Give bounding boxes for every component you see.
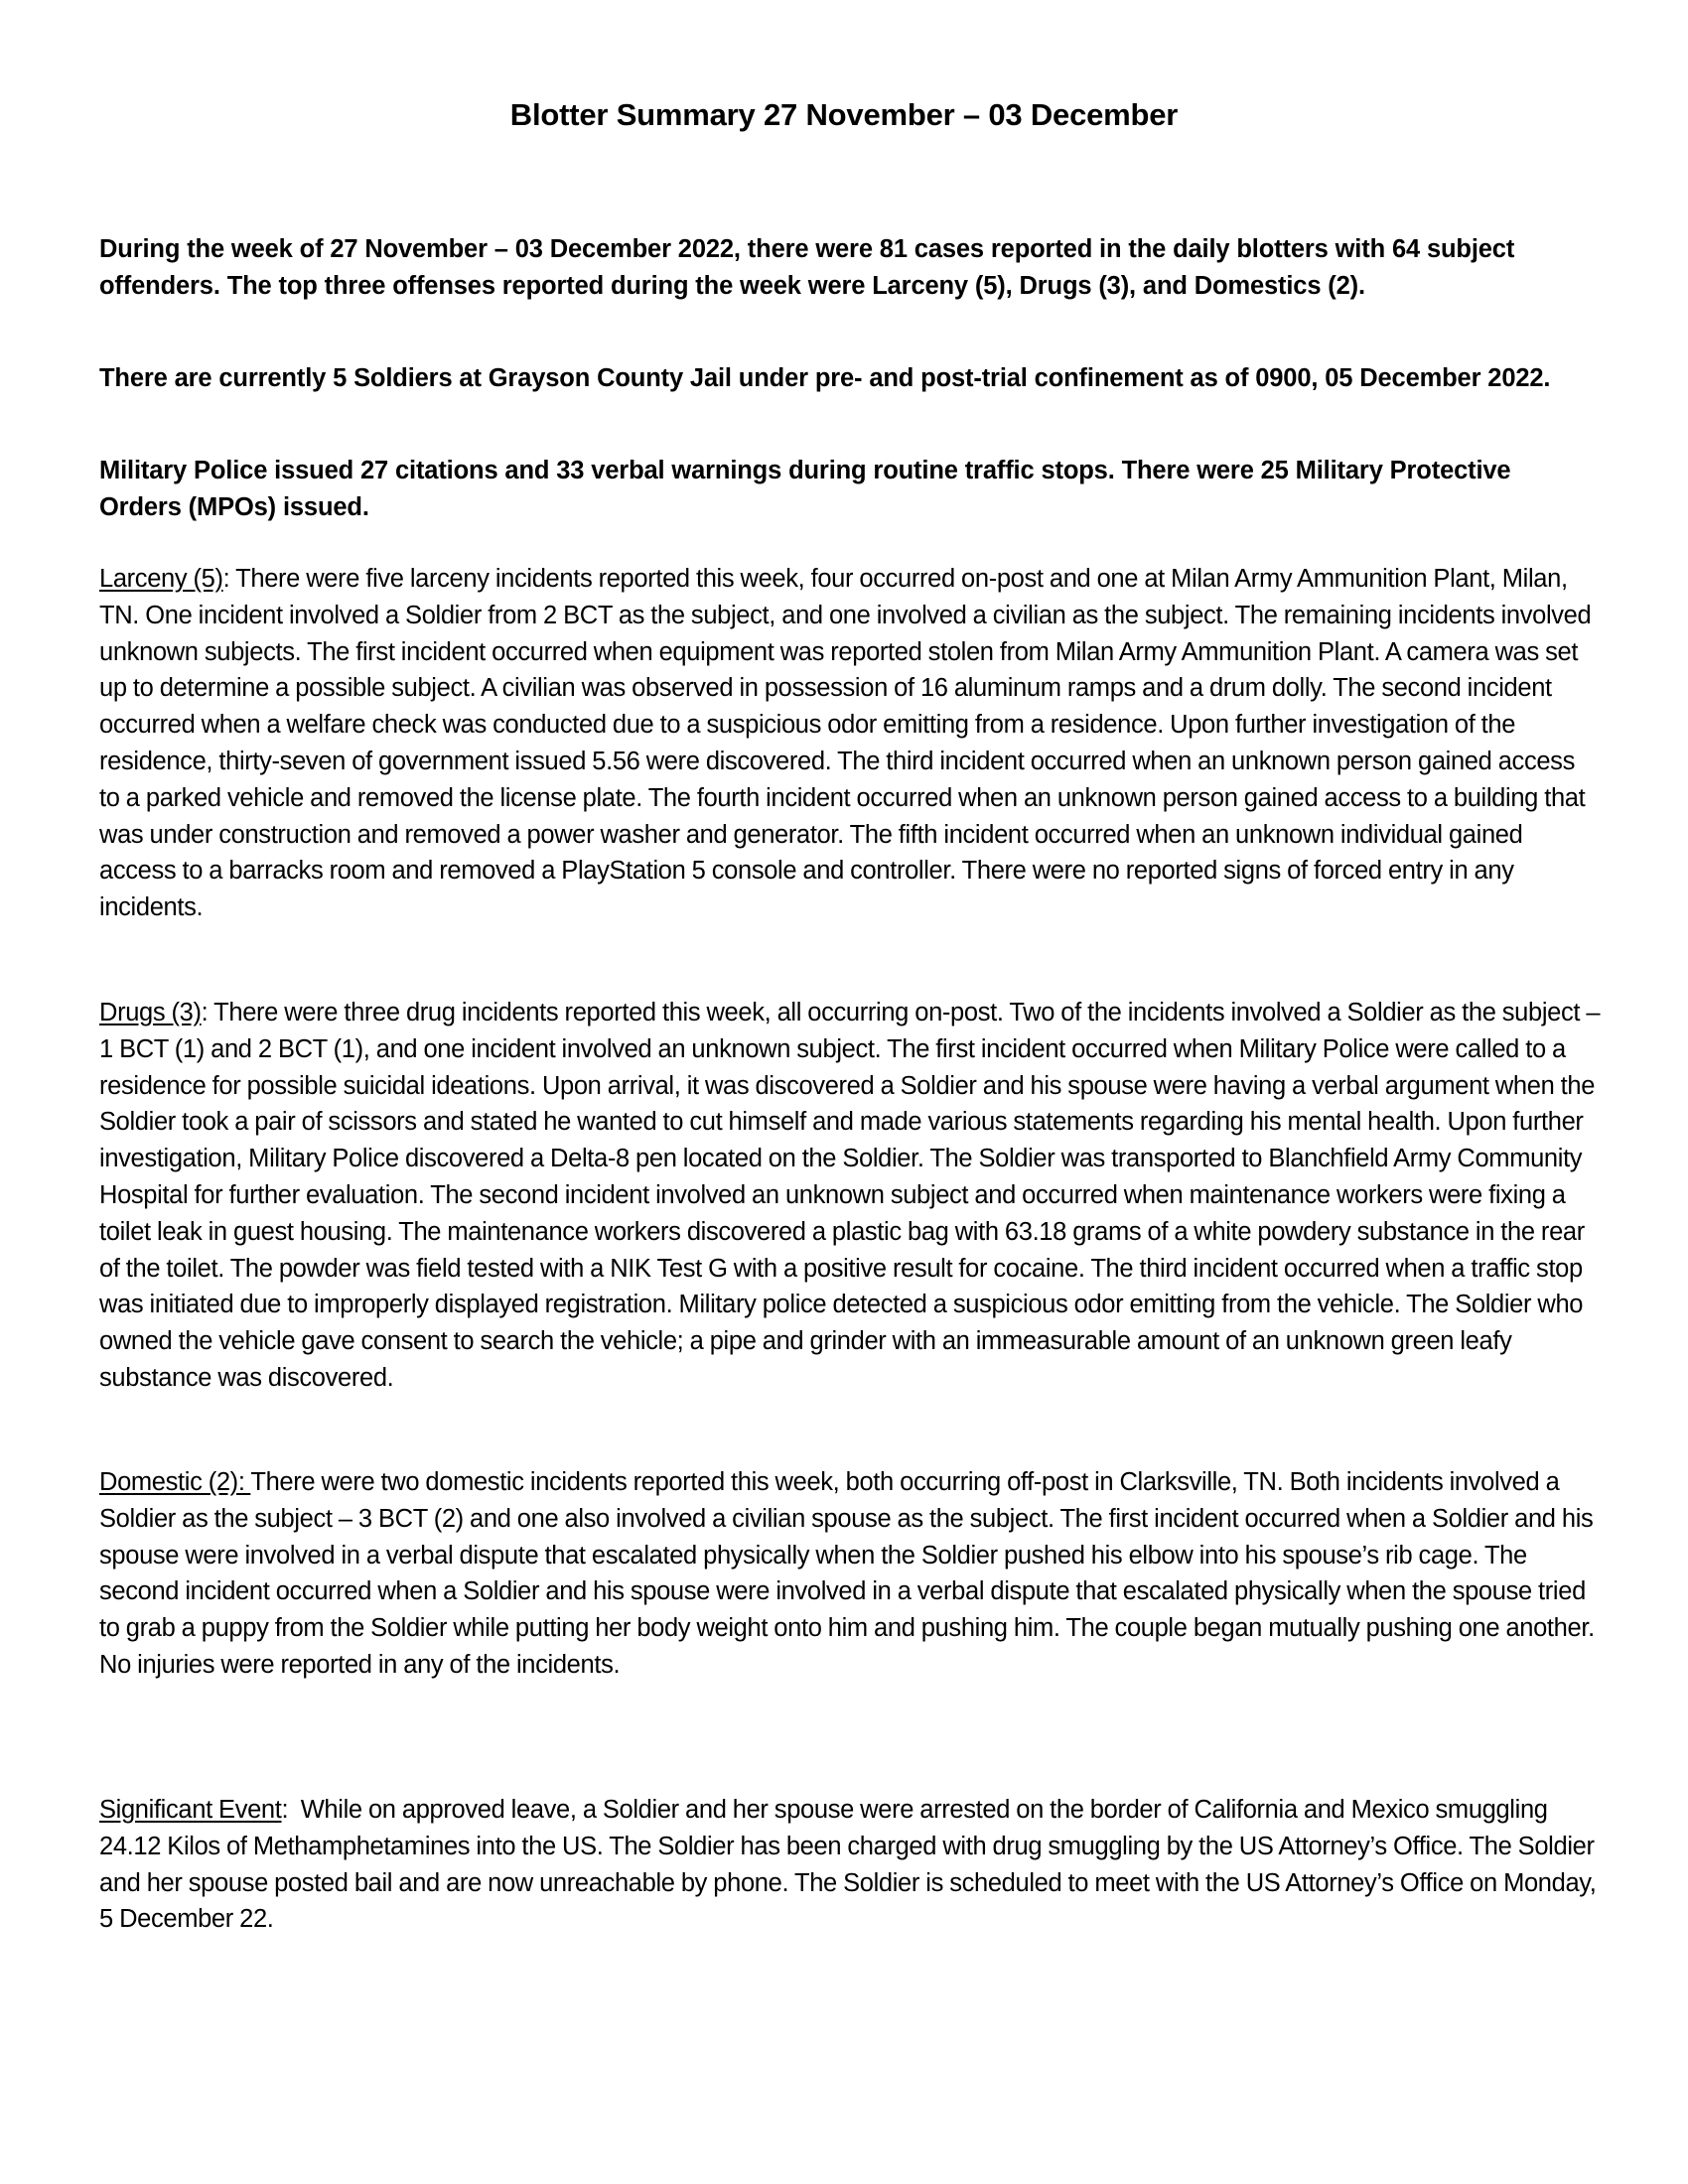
section-domestic [99, 1464, 1601, 1684]
section-body-domestic: There were two domestic incidents reported this week, both occurring off-post in Clarksville, TN. Both incidents involved a Soldier as the subject – 3 BCT (2) and one also involved a civilian spouse as the subject. The first incident occurred when a Soldier and his spouse were involved in a verbal dispute that escalated physically when the Soldier pushed his elbow into his spouse’s rib cage. The second incident occurred when a Soldier and his spouse were involved in a verbal dispute that escalated physically when the spouse tried to grab a puppy from the Soldier while putting her body weight onto him and pushing him. The couple began mutually pushing one another. No injuries were reported in any of the incidents. [99, 1468, 1595, 1679]
section-heading-domestic: Domestic (2): [99, 1468, 251, 1496]
section-drugs [99, 995, 1601, 1397]
section-heading-significant-event: Significant Event [99, 1796, 282, 1824]
section-body-drugs: There were three drug incidents reported this week, all occurring on-post. Two of the incidents involved a Soldier as the subject – 1 BCT (1) and 2 BCT (1), and one incident involved an unknown subject. The first incident occurred when Military Police were called to a residence for possible suicidal ideations. Upon arrival, it was discovered a Soldier and his spouse were having a verbal argument when the Soldier took a pair of scissors and stated he wanted to cut himself and made various statements regarding his mental health. Upon further investigation, Military Police discovered a Delta-8 pen located on the Soldier. The Soldier was transported to Blanchfield Army Community Hospital for further evaluation. The second incident involved an unknown subject and occurred when maintenance workers were fixing a toilet leak in guest housing. The maintenance workers discovered a plastic bag with 63.18 grams of a white powdery substance in the rear of the toilet. The powder was field tested with a NIK Test G with a positive result for cocaine. The third incident occurred when a traffic stop was initiated due to improperly displayed registration. Military police detected a suspicious odor emitting from the vehicle. The Soldier who owned the vehicle gave consent to search the vehicle; a pipe and grinder with an immeasurable amount of an unknown green leafy substance was discovered. [99, 999, 1601, 1392]
section-heading-drugs: Drugs (3) [99, 999, 202, 1026]
page-title: Blotter Summary 27 November – 03 December [509, 97, 1179, 132]
section-significant-event [99, 1792, 1601, 1938]
section-body-significant-event: While on approved leave, a Soldier and her spouse were arrested on the border of California and Mexico smuggling 24.12 Kilos of Methamphetamines into the US. The Soldier has been charged with drug smuggling by the US Attorney’s Office. The Soldier and her spouse posted bail and are now unreachable by phone. The Soldier is scheduled to meet with the US Attorney’s Office on Monday, 5 December 22. [99, 1796, 1597, 1934]
section-separator: : [281, 1796, 301, 1824]
section-body-larceny: There were five larceny incidents reported this week, four occurred on-post and one at Milan Army Ammunition Plant, Milan, TN. One incident involved a Soldier from 2 BCT as the subject, and one involved a civilian as the subject. The remaining incidents involved unknown subjects. The first incident occurred when equipment was reported stolen from Milan Army Ammunition Plant. A camera was set up to determine a possible subject. A civilian was observed in possession of 16 aluminum ramps and a drum dolly. The second incident occurred when a welfare check was conducted due to a suspicious odor emitting from a residence. Upon further investigation of the residence, thirty-seven of government issued 5.56 were discovered. The third incident occurred when an unknown person gained access to a parked vehicle and removed the license plate. The fourth incident occurred when an unknown person gained access to a building that was under construction and removed a power washer and generator. The fifth incident occurred when an unknown individual gained access to a barracks room and removed a PlayStation 5 console and controller. There were no reported signs of forced entry in any incidents. [99, 565, 1592, 922]
section-larceny [99, 561, 1601, 926]
section-heading-larceny: Larceny (5) [99, 565, 223, 593]
weekly-summary-paragraph: During the week of 27 November – 03 December 2022, there were 81 cases reported in the daily blotters with 64 subject offenders. The top three offenses reported during the week were Larceny (5), Drugs (3), and Domestics (2). [99, 235, 1515, 300]
section-separator: : [222, 565, 236, 593]
traffic-citations-paragraph: Military Police issued 27 citations and 33 verbal warnings during routine traffic stops. There were 25 Military Protective Orders (MPOs) issued. [99, 457, 1511, 521]
section-separator: : [201, 999, 214, 1026]
confinement-paragraph: There are currently 5 Soldiers at Grayson County Jail under pre- and post-trial confinement as of 0900, 05 December 2022. [99, 364, 1551, 392]
